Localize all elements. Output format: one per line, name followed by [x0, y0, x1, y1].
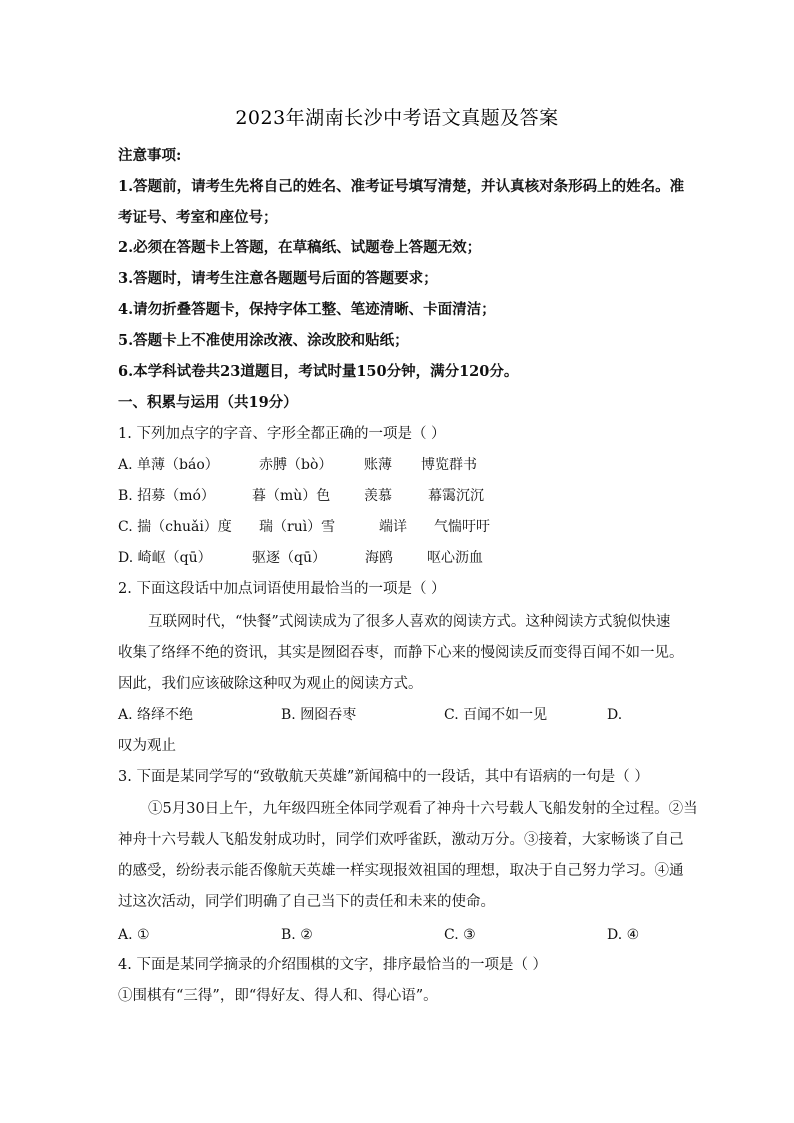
- notice-item-1: 1.答题前，请考生先将自己的姓名、准考证号填写清楚，并认真核对条形码上的姓名。准: [118, 178, 685, 195]
- question-4-stem: 4. 下面是某同学摘录的介绍围棋的文字，排序最恰当的一项是（ ）: [118, 957, 548, 973]
- option-c: C. ③: [444, 927, 476, 943]
- option-a: A. 络绎不绝: [118, 707, 194, 723]
- question-3-passage-line: ①5月30日上午，九年级四班全体同学观看了神舟十六号载人飞船发射的全过程。②当: [148, 801, 698, 817]
- question-3-stem: 3. 下面是某同学写的“致敬航天英雄”新闻稿中的一段话，其中有语病的一句是（ ）: [118, 769, 649, 785]
- option-b: B. ②: [281, 927, 313, 943]
- option-d: D.: [607, 707, 623, 723]
- option-d-text: 叹为观止: [118, 738, 176, 754]
- option-a: A. ①: [118, 927, 150, 943]
- question-3-passage-line: 神舟十六号载人飞船发射成功时，同学们欢呼雀跃，激动万分。③接着，大家畅谈了自己: [118, 832, 684, 848]
- question-3-passage-line: 的感受，纷纷表示能否像航天英雄一样实现报效祖国的理想，取决于自己努力学习。④通: [118, 863, 684, 879]
- option-cell: 驱逐（qū）: [252, 550, 326, 566]
- question-2-passage-line: 收集了络绎不绝的资讯，其实是囫囵吞枣，而静下心来的慢阅读反而变得百闻不如一见。: [118, 645, 684, 661]
- option-cell: C. 揣（chuǎi）度: [118, 519, 232, 535]
- notice-item-2: 2.必须在答题卡上答题，在草稿纸、试题卷上答题无效；: [118, 239, 482, 256]
- option-cell: 账薄: [364, 457, 392, 473]
- question-2-passage-line: 互联网时代，“快餐”式阅读成为了很多人喜欢的阅读方式。这种阅读方式貌似快速: [148, 614, 671, 630]
- option-cell: 博览群书: [421, 457, 477, 473]
- question-2-stem: 2. 下面这段话中加点词语使用最恰当的一项是（ ）: [118, 581, 446, 597]
- page-title: 2023年湖南长沙中考语文真题及答案: [235, 107, 559, 129]
- option-cell: 端详: [379, 519, 407, 535]
- notice-item-5: 5.答题卡上不准使用涂改液、涂改胶和贴纸；: [118, 332, 409, 349]
- notice-heading: 注意事项:: [118, 147, 182, 164]
- option-cell: D. 崎岖（qū）: [118, 550, 212, 566]
- question-2-passage-line: 因此，我们应该破除这种叹为观止的阅读方式。: [118, 676, 423, 692]
- section-heading: 一、积累与运用（共19分）: [118, 394, 298, 411]
- option-cell: 幕霭沉沉: [428, 488, 484, 504]
- option-b: B. 囫囵吞枣: [281, 707, 357, 723]
- option-cell: A. 单薄（báo）: [118, 457, 219, 473]
- notice-item-3: 3.答题时，请考生注意各题题号后面的答题要求；: [118, 270, 438, 287]
- option-cell: 气惴吁吁: [434, 519, 490, 535]
- option-cell: B. 招募（mó）: [118, 488, 215, 504]
- option-d: D. ④: [607, 927, 640, 943]
- question-4-line: ①围棋有“三得”，即“得好友、得人和、得心语”。: [118, 988, 438, 1004]
- option-cell: 羡慕: [364, 488, 392, 504]
- option-cell: 赤膊（bò）: [259, 457, 333, 473]
- option-c: C. 百闻不如一见: [444, 707, 548, 723]
- option-cell: 呕心沥血: [427, 550, 483, 566]
- notice-item-1-cont: 考证号、考室和座位号；: [118, 209, 278, 226]
- notice-item-4: 4.请勿折叠答题卡，保持字体工整、笔迹清晰、卡面清洁；: [118, 301, 496, 318]
- question-3-passage-line: 过这次活动，同学们明确了自己当下的责任和未来的使命。: [118, 894, 495, 910]
- option-cell: 海鸥: [365, 550, 393, 566]
- notice-item-6: 6.本学科试卷共23道题目，考试时量150分钟，满分120分。: [118, 363, 519, 380]
- option-cell: 暮（mù）色: [252, 488, 331, 504]
- option-cell: 瑞（ruì）雪: [259, 519, 336, 535]
- question-1-stem: 1. 下列加点字的字音、字形全都正确的一项是（ ）: [118, 426, 446, 442]
